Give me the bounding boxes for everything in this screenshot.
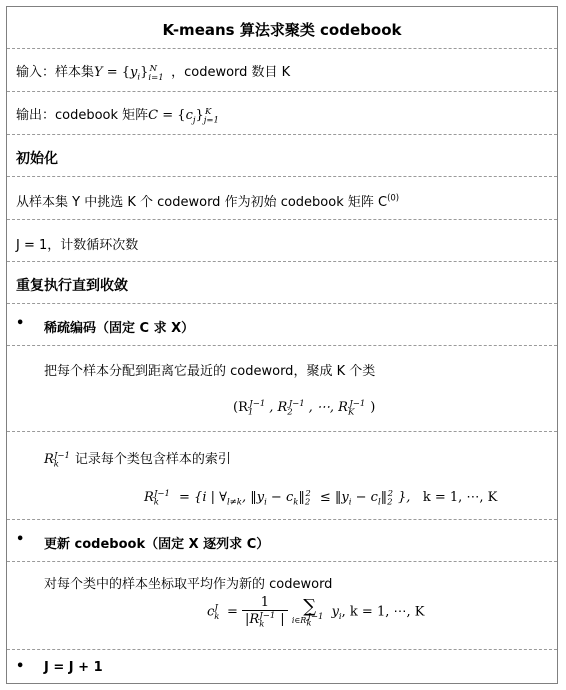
init-step-row [7,177,557,220]
sparse-coding-heading: 稀疏编码（固定 C 求 X） [44,321,195,336]
cluster-definition-formula: $R_k^{J-1} = \{i$ | $\forall_{l\ne k}$, $‖y_i$ − $c_k‖_2^2$ ≤ $‖y_i$ − $c_l‖_2^2$ }, k = 1, ⋯, K [144,488,498,508]
sparse-coding-desc: 把每个样本分配到距离它最近的 codeword，聚成 K 个类 [44,364,376,379]
sparse-coding-heading-row [7,304,557,346]
init-heading-row [7,135,557,177]
input-row [7,49,557,92]
input-formula: $Y = \{y_i\}_{i=1}^N$ [94,63,164,83]
repeat-heading: 重复执行直到收敛 [16,278,128,294]
increment-row [7,650,557,684]
update-desc: 对每个类中的样本坐标取平均作为新的 codeword [44,577,333,592]
cluster-sets-formula: ($R_1^{J-1}$ , $R_2^{J-1}$ , ⋯, $R_K^{J-1}$ ) [233,398,376,418]
update-bullet: • [16,532,25,547]
cluster-range: k = 1, ⋯, K [422,490,498,505]
increment-bullet: • [16,659,25,674]
sparse-coding-desc-row [7,346,557,432]
rk-symbol: $R_k^{J-1}$ [44,450,70,470]
cluster-index-row [7,432,557,520]
cluster-index-desc: $R_k^{J-1}$ 记录每个类包含样本的索引 [44,450,231,470]
output-formula: $C = \{c_j\}_{j=1}^K$ [148,106,219,126]
mean-fraction: $\frac{1}{|R_k^{J-1} |}$ [242,596,288,628]
title-row [7,7,557,49]
algorithm-title: K-means 算法求聚类 codebook [162,21,402,39]
update-heading: 更新 codebook（固定 X 逐列求 C） [44,537,270,552]
increment-step: J = J + 1 [44,660,103,675]
init-heading: 初始化 [16,151,58,167]
codeword-mean-formula: $c_k^J$ = $\frac{1}{|R_k^{J-1} |}$ ∑ $i\in R_k^{J-1}$ $y_i$, k = 1, ⋯, K [207,595,425,630]
input-line [16,61,291,83]
counter-step-row [7,220,557,262]
update-heading-row [7,520,557,562]
input-suffix: ，codeword 数目 K [171,65,291,80]
input-label: 输入：样本集 [16,65,95,80]
output-label: 输出：codebook 矩阵 [16,108,149,123]
update-desc-row [7,562,557,650]
algorithm-box [6,6,558,684]
repeat-heading-row [7,262,557,304]
sparse-coding-bullet: • [16,316,25,331]
summation-symbol: ∑ $i\in R_k^{J-1}$ [291,596,324,629]
output-row [7,92,557,135]
counter-step: J = 1，计数循环次数 [16,238,139,253]
output-line [16,104,225,126]
init-step: 从样本集 Y 中挑选 K 个 codeword 作为初始 codebook 矩阵 $C^{(0)}$ [16,193,400,210]
